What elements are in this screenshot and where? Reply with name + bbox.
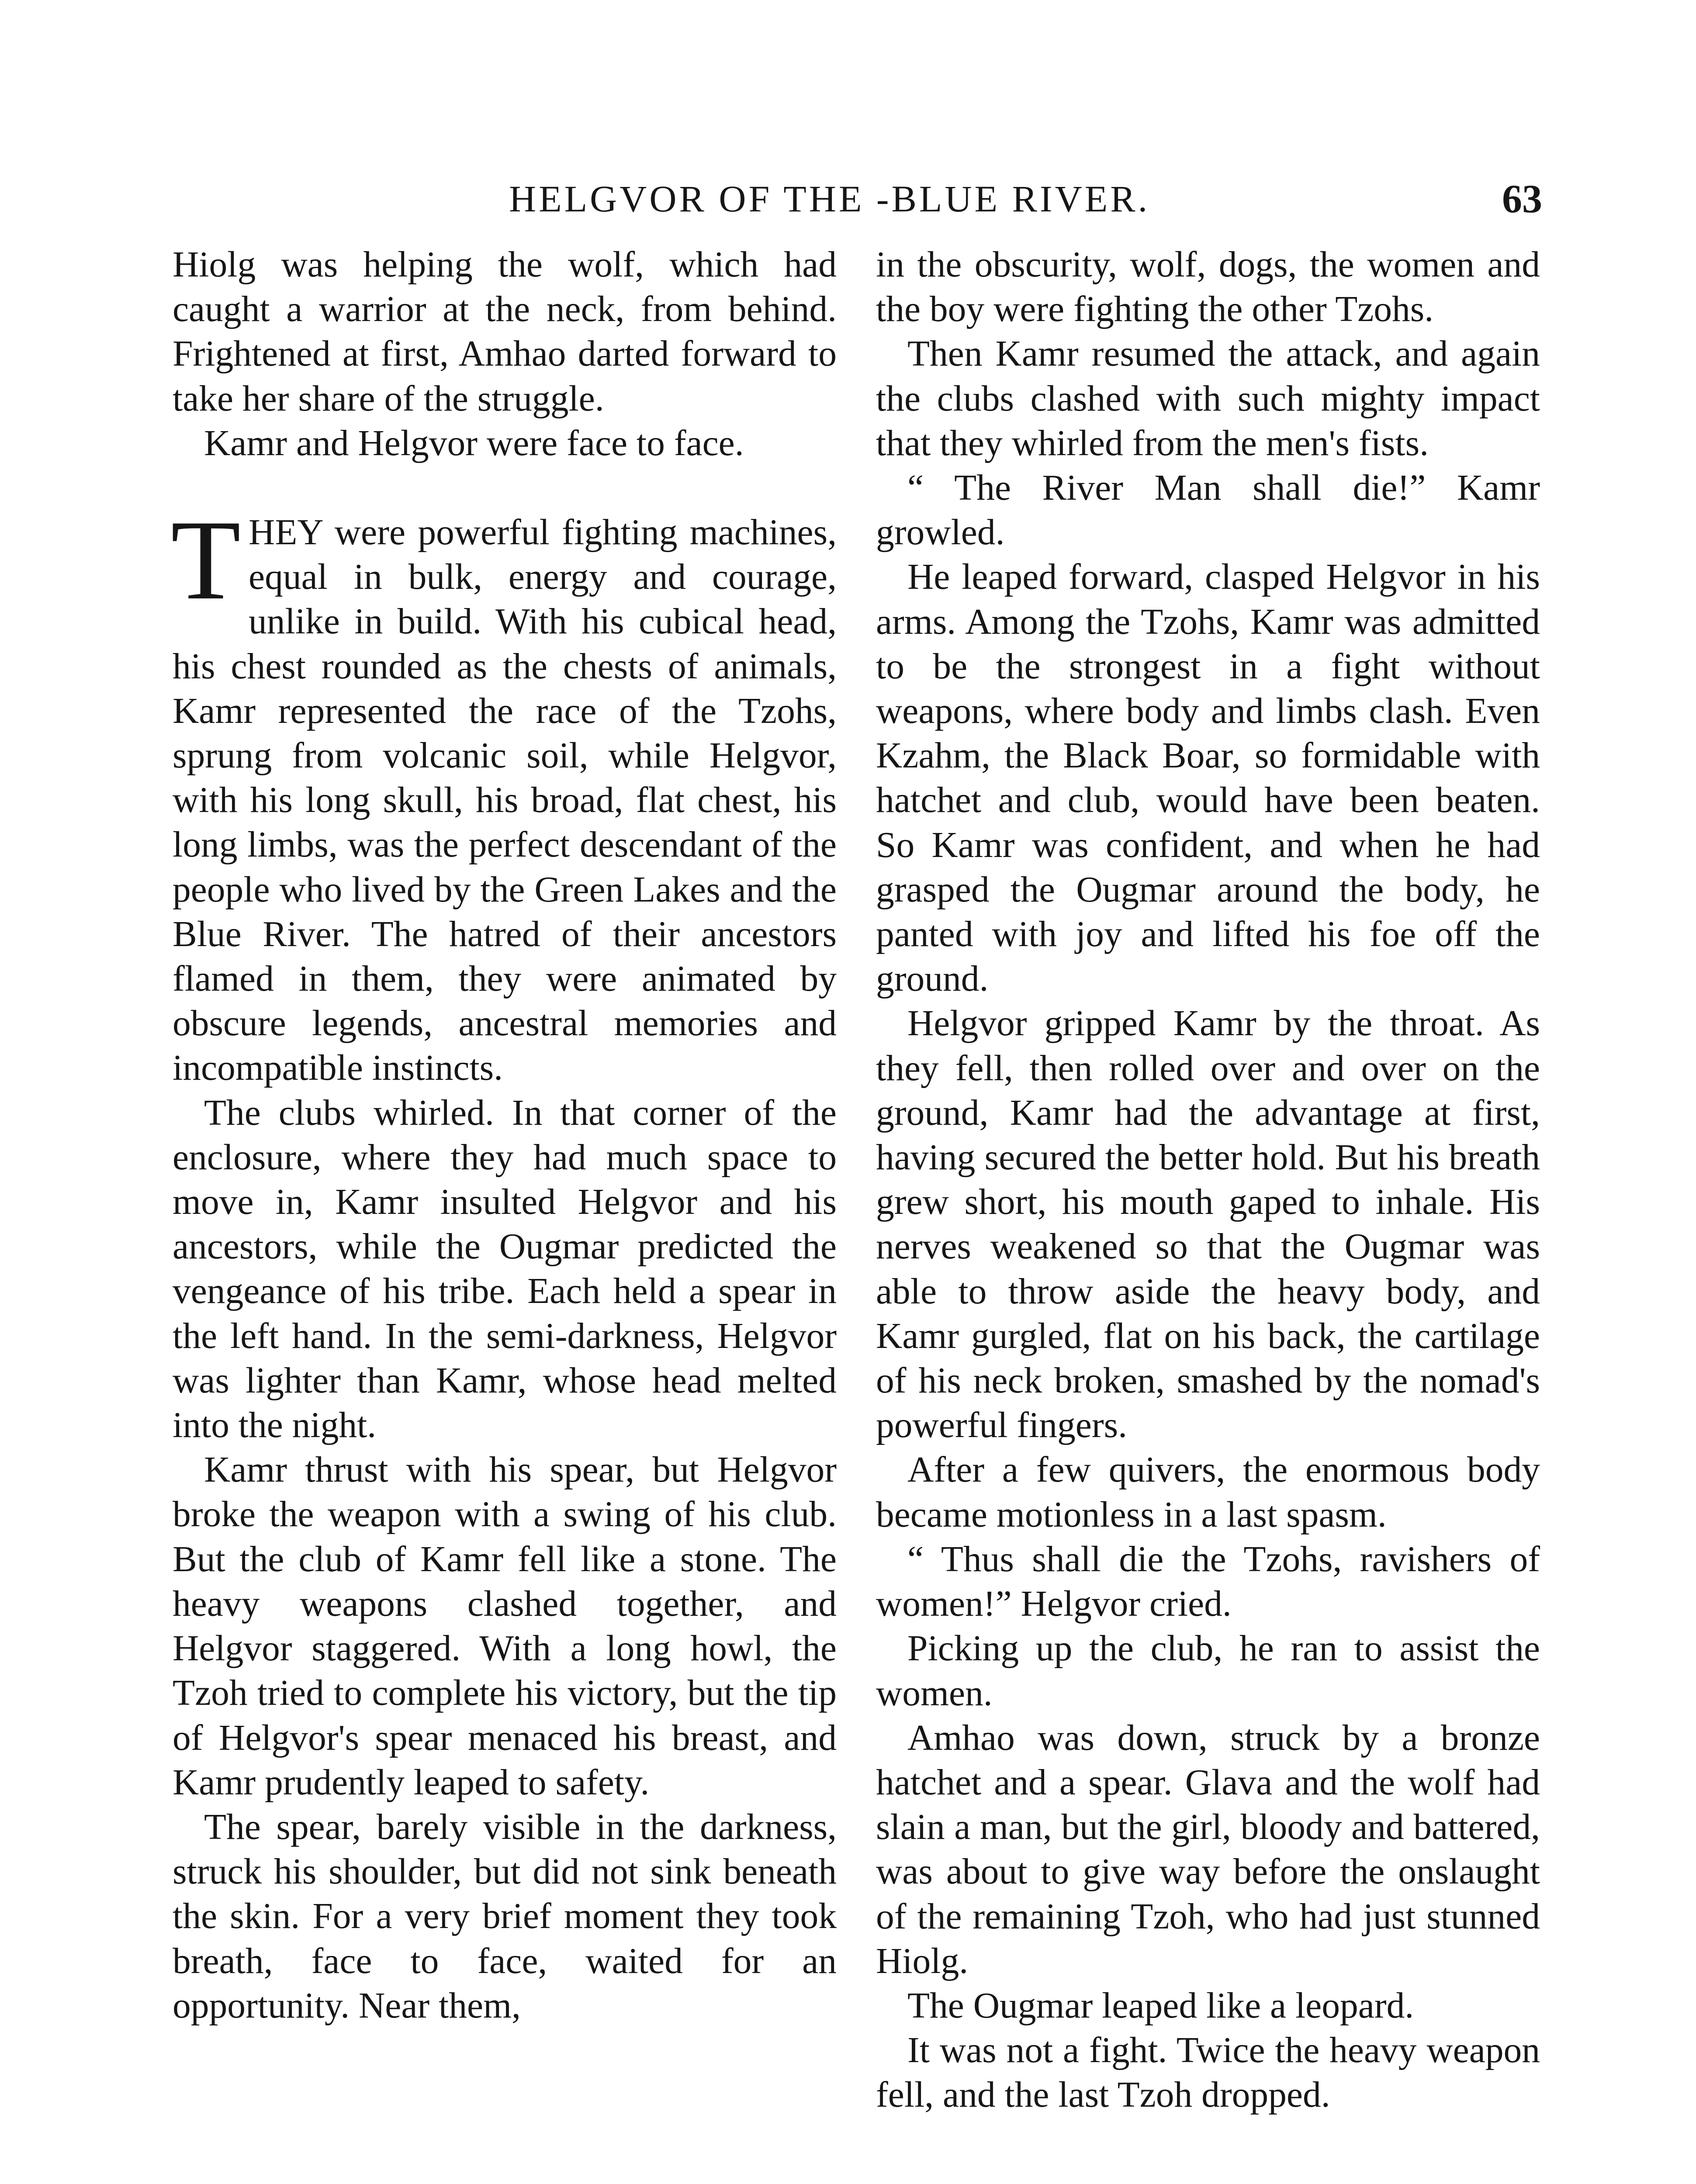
paragraph: Kamr thrust with his spear, but Helgvor broke the weapon with a swing of his club. But the club of Kamr fell like a stone. The heavy weapons clashed together, and Helgvor staggered. With a long howl, the Tzoh tried to complete his victory, but the tip of Helgvor's spear menaced his breast, and Kamr prudently leaped to safety. — [173, 1450, 837, 1803]
paragraph: Hiolg was helping the wolf, which had caught a warrior at the neck, from behind. Frightened at first, Amhao darted forward to take her share of the struggle. — [173, 245, 837, 419]
drop-cap: T — [171, 497, 241, 624]
paragraph: Amhao was down, struck by a bronze hatchet and a spear. Glava and the wolf had slain a man, but the girl, bloody and battered, was about to give way before the onslaught of the remaining Tzoh, who had just stunned Hiolg. — [876, 1717, 1540, 1981]
paragraph: The Ougmar leaped like a leopard. — [907, 1985, 1414, 2026]
paragraph: in the obscurity, wolf, dogs, the women and the boy were fighting the other Tzohs. — [876, 245, 1540, 330]
paragraph: Then Kamr resumed the attack, and again the clubs clashed with such mighty impact that they whirled from the men's fists. — [876, 334, 1540, 463]
paragraph: Kamr and Helgvor were face to face. — [204, 423, 744, 463]
page-number: 63 — [1502, 176, 1542, 221]
right-column — [876, 242, 1540, 2118]
paragraph: The clubs whirled. In that corner of the enclosure, where they had much space to move in, Kamr insulted Helgvor and his ancestors, while the Ougmar predicted the vengeance of his tribe. Each held a spear in the left hand. In the semi-darkness, Helgvor was lighter than Kamr, whose head melted into the night. — [173, 1092, 837, 1446]
left-column — [173, 242, 837, 2028]
section-opening-text: HEY were powerful fighting machines, equal in bulk, energy and courage, unlike in build. With his cubical head, his chest rounded as the chests of animals, Kamr represented the race of the Tzohs, sprung from volcanic soil, while Helgvor, with his long skull, his broad, flat chest, his long limbs, was the perfect descendant of the people who lived by the Green Lakes and the Blue River. The hatred of their ancestors flamed in them, they were animated by obscure legends, ancestral memories and incompatible instincts. — [173, 512, 837, 1089]
section-opening-paragraph — [171, 497, 837, 1091]
page-header — [173, 173, 1542, 225]
paragraph: Picking up the club, he ran to assist the women. — [876, 1628, 1540, 1714]
paragraph: “ Thus shall die the Tzohs, ravishers of women!” Helgvor cried. — [876, 1539, 1540, 1624]
paragraph: “ The River Man shall die!” Kamr growled. — [876, 468, 1540, 553]
paragraph: Helgvor gripped Kamr by the throat. As they fell, then rolled over and over on the ground, Kamr had the advantage at first, having secured the better hold. But his breath grew short, his mouth gaped to inhale. His nerves weakened so that the Ougmar was able to throw aside the heavy body, and Kamr gurgled, flat on his back, the cartilage of his neck broken, smashed by the nomad's powerful fingers. — [876, 1003, 1540, 1446]
running-title: HELGVOR OF THE -BLUE RIVER. — [509, 178, 1150, 220]
paragraph: After a few quivers, the enormous body became motionless in a last spasm. — [876, 1450, 1540, 1535]
paragraph: It was not a fight. Twice the heavy weapon fell, and the last Tzoh dropped. — [876, 2030, 1540, 2115]
paragraph: He leaped forward, clasped Helgvor in his arms. Among the Tzohs, Kamr was admitted to be the strongest in a fight without weapons, where body and limbs clash. Even Kzahm, the Black Boar, so formidable with hatchet and club, would have been beaten. So Kamr was confident, and when he had grasped the Ougmar around the body, he panted with joy and lifted his foe off the ground. — [876, 557, 1540, 999]
paragraph: The spear, barely visible in the darkness, struck his shoulder, but did not sink beneath the skin. For a very brief moment they took breath, face to face, waited for an opportunity. Near them, — [173, 1807, 837, 2026]
